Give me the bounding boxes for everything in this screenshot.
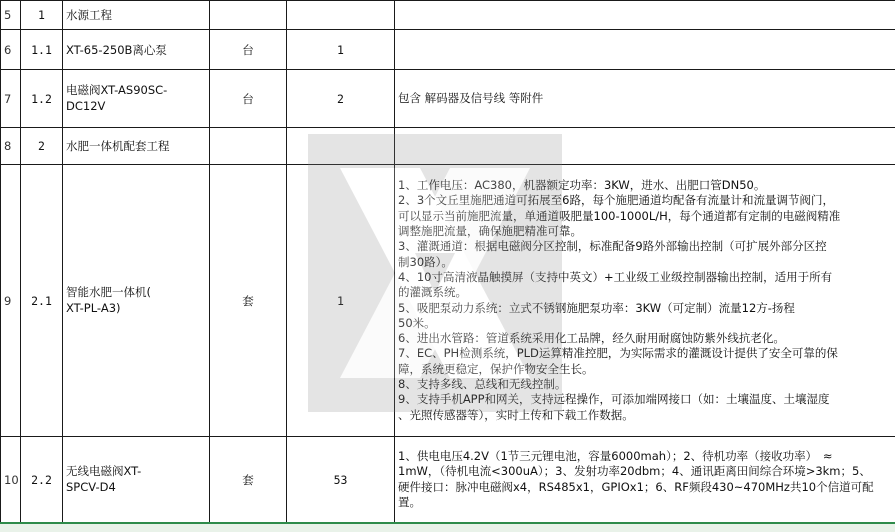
item-name-line: 智能水肥一体机( (66, 285, 206, 301)
qty-cell[interactable]: 1 (287, 30, 395, 70)
desc-line: 1、供电电压4.2V（1节三元锂电池，容量6000mah）；2、待机功率（接收功率） ≈ (398, 449, 892, 465)
qty-cell[interactable]: 2 (287, 70, 395, 128)
item-name-line: 电磁阀XT-AS90SC- (66, 83, 206, 99)
desc-cell[interactable] (395, 1, 895, 30)
row-header[interactable]: 6 (1, 30, 21, 70)
desc-line: 5、吸肥泵动力系统：立式不锈钢施肥泵功率：3KW（可定制）流量12方-扬程 (398, 301, 892, 316)
seq-cell[interactable]: 2.1 (21, 165, 63, 437)
item-name-line: SPCV-D4 (66, 480, 206, 496)
table-row (1, 30, 895, 70)
row-header[interactable]: 7 (1, 70, 21, 128)
qty-cell[interactable] (287, 1, 395, 30)
desc-line: 2、3个文丘里施肥通道可拓展至6路，每个施肥通道均配备有流量计和流量调节阀门， (398, 193, 892, 208)
item-name-cell[interactable] (63, 165, 210, 437)
seq-cell[interactable]: 2.2 (21, 437, 63, 523)
seq-cell[interactable]: 1.2 (21, 70, 63, 128)
desc-line: 1、工作电压：AC380，机器额定功率：3KW，进水、出肥口管DN50。 (398, 178, 892, 193)
item-name-cell[interactable]: 水肥一体机配套工程 (63, 128, 210, 165)
desc-cell[interactable] (395, 437, 895, 523)
item-name-cell[interactable]: XT-65-250B离心泵 (63, 30, 210, 70)
qty-cell[interactable]: 1 (287, 165, 395, 437)
desc-line: 包含 解码器及信号线 等附件 (398, 91, 892, 107)
unit-cell[interactable]: 台 (210, 70, 287, 128)
desc-cell[interactable] (395, 30, 895, 70)
desc-line: 8、支持多线、总线和无线控制。 (398, 377, 892, 392)
item-name-cell[interactable] (63, 70, 210, 128)
table-row (1, 437, 895, 523)
unit-cell[interactable]: 台 (210, 30, 287, 70)
desc-cell[interactable] (395, 70, 895, 128)
desc-line: 1mW，（待机电流<300uA）；3、发射功率20dbm；4、通讯距离田间综合环境>3km；5、 (398, 464, 892, 480)
desc-line: 6、进出水管路：管道系统采用化工品牌，经久耐用耐腐蚀防紫外线抗老化。 (398, 331, 892, 346)
table-row (1, 128, 895, 165)
desc-line: 、光照传感器等），实时上传和下载工作数据。 (398, 408, 892, 423)
desc-line: 3、灌溉通道：根据电磁阀分区控制，标准配备9路外部输出控制（可扩展外部分区控 (398, 239, 892, 254)
item-name-cell[interactable] (63, 437, 210, 523)
row-header[interactable]: 10 (1, 437, 21, 523)
item-name-cell[interactable]: 水源工程 (63, 1, 210, 30)
table-row (1, 70, 895, 128)
desc-line: 置。 (398, 495, 892, 511)
item-name-line: DC12V (66, 99, 206, 115)
qty-cell[interactable]: 53 (287, 437, 395, 523)
row-header[interactable]: 8 (1, 128, 21, 165)
table-row (1, 165, 895, 437)
desc-line: 4、10寸高清液晶触摸屏（支持中英文）+工业级工业级控制器输出控制，适用于所有 (398, 270, 892, 285)
desc-line: 7、EC、PH检测系统，PLD运算精准控肥，为实际需求的灌溉设计提供了安全可靠的保 (398, 346, 892, 361)
seq-cell[interactable]: 1 (21, 1, 63, 30)
table-row (1, 1, 895, 30)
desc-line: 可以显示当前施肥流量，单通道吸肥量100-1000L/H，每个通道都有定制的电磁阀精准 (398, 209, 892, 224)
desc-line: 的灌溉系统。 (398, 285, 892, 300)
desc-cell[interactable] (395, 165, 895, 437)
item-name-line: 无线电磁阀XT- (66, 464, 206, 480)
seq-cell[interactable]: 2 (21, 128, 63, 165)
unit-cell[interactable]: 套 (210, 437, 287, 523)
desc-line: 障，系统更稳定，保护作物安全生长。 (398, 362, 892, 377)
unit-cell[interactable] (210, 1, 287, 30)
desc-line: 9、支持手机APP和网关，支持远程操作，可添加端网接口（如：土壤温度、土壤湿度 (398, 392, 892, 407)
desc-line: 50米。 (398, 316, 892, 331)
unit-cell[interactable]: 套 (210, 165, 287, 437)
desc-line: 调整施肥流量，确保施肥精准可靠。 (398, 224, 892, 239)
desc-line: 硬件接口：脉冲电磁阀x4，RS485x1，GPIOx1；6、RF频段430~470MHz共10个信道可配 (398, 480, 892, 496)
unit-cell[interactable] (210, 128, 287, 165)
row-header[interactable]: 9 (1, 165, 21, 437)
seq-cell[interactable]: 1.1 (21, 30, 63, 70)
sheet-bottom-border (0, 522, 895, 532)
desc-cell[interactable] (395, 128, 895, 165)
qty-cell[interactable] (287, 128, 395, 165)
desc-line: 制30路）。 (398, 255, 892, 270)
row-header[interactable]: 5 (1, 1, 21, 30)
item-name-line: XT-PL-A3) (66, 301, 206, 317)
